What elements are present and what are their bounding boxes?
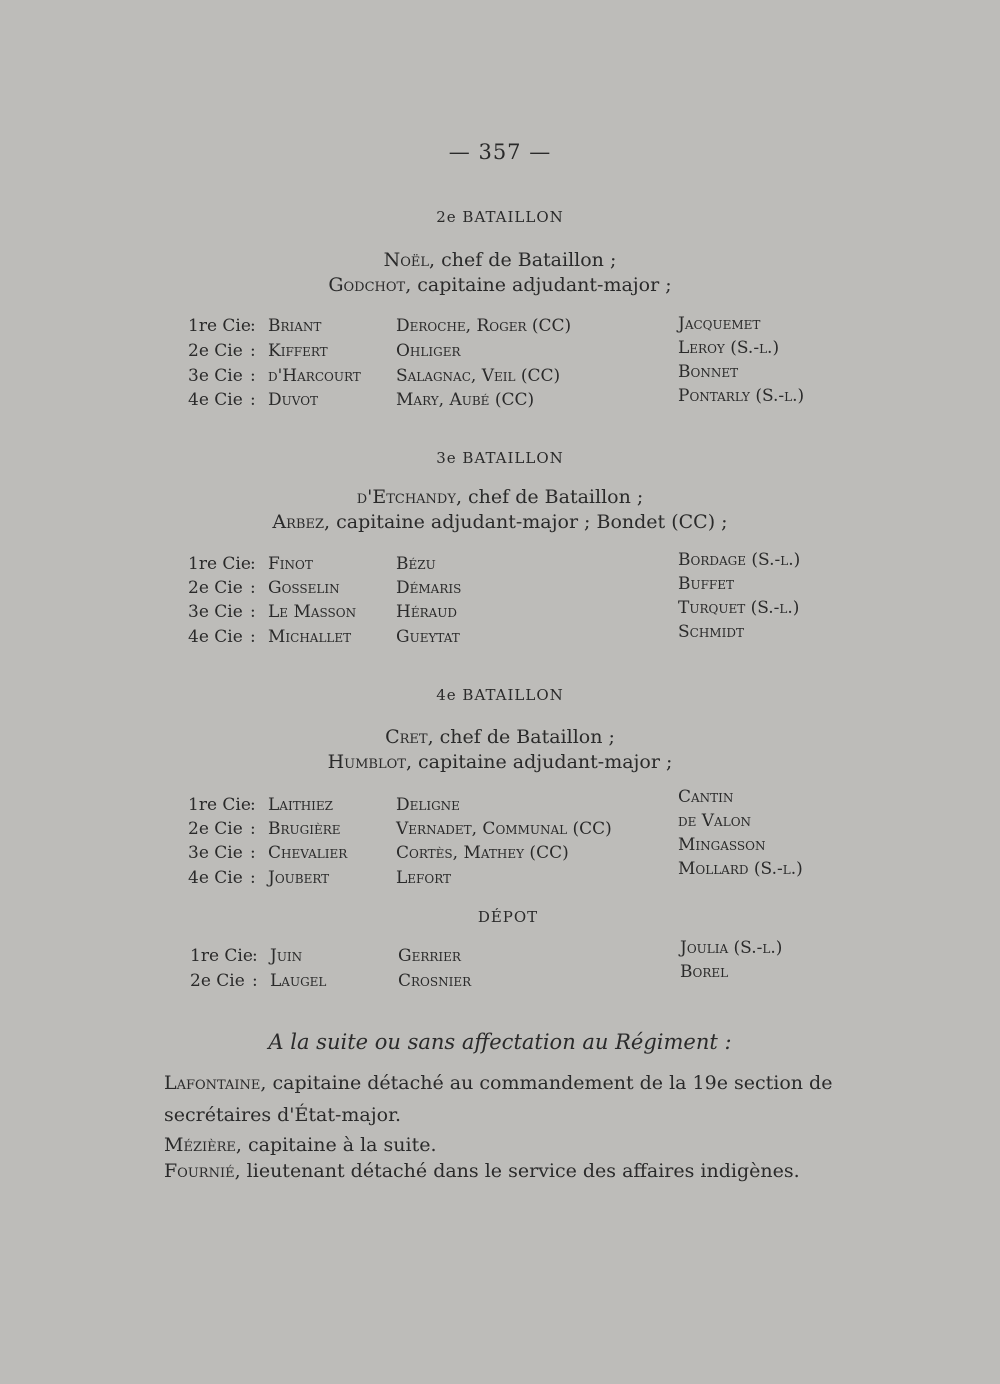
command-line: Arbez, capitaine adjudant-major ; Bondet (CC) ; <box>272 511 728 533</box>
section-title-depot: DÉPOT <box>477 908 539 926</box>
page-number: — 357 — <box>448 140 552 164</box>
suite-heading: A la suite ou sans affectation au Régiment : <box>268 1030 732 1054</box>
command-line: Humblot, capitaine adjudant-major ; <box>327 751 673 773</box>
command-line: Noël, chef de Bataillon ; <box>383 249 617 271</box>
suite-paragraph: Lafontaine, capitaine détaché au commandement de la 19e section de <box>164 1072 833 1094</box>
document-page: — 357 — 2e BATAILLON Noël, chef de Bataillon ; Godchot, capitaine adjudant-major ; 1re Cie : Briant Deroche, Roger (CC) Jacquemet 2e Cie : Kiffert Ohliger Leroy (S.-l.) 3e Cie : d'Harcourt Salagnac, Veil (CC) Bonnet 4e Cie : Duvot Mary, Aubé (CC) Pontarly (S.-l.) 3e BATAILLON d'Etchandy, chef de Bataillon ; Arbez, capitaine adjudant-major ; Bondet (CC) ; 1re Cie : Finot Bézu Bordage (S.-l.) 2e Cie : Gosselin Démaris Buffet 3e Cie : Le Masson Héraud Turquet (S.-l.) 4e Cie : Michallet Gueytat Schmidt 4e BATAILLON Cret, chef de Bataillon ; Humblot, capitaine adjudant-major ; 1re Cie : Laithiez Deligne Cantin 2e Cie : Brugière Vernadet, Communal (CC) de Valon 3e Cie : Chevalier Cortès, Mathey (CC) Mingasson 4e Cie : Joubert Lefort Mollard (S.-l.) DÉPOT 1re Cie : Juin Gerrier Joulia (S.-l.) 2e Cie : Laugel Crosnier Borel A la suite ou sans affectation au Régiment : Lafontaine, capitaine détaché au commandement de la 19e section de secrétaires d'État-major. Mézière, capitaine à la suite. Fournié, lieutenant détaché dans le service des affaires indigènes. <box>0 0 1000 1384</box>
suite-paragraph: Fournié, lieutenant détaché dans le service des affaires indigènes. <box>164 1160 800 1182</box>
command-line: Cret, chef de Bataillon ; <box>385 726 615 748</box>
section-title-4e-bataillon: 4e BATAILLON <box>436 686 564 704</box>
section-title-2e-bataillon: 2e BATAILLON <box>436 208 564 226</box>
suite-paragraph: Mézière, capitaine à la suite. <box>164 1134 437 1156</box>
command-line: Godchot, capitaine adjudant-major ; <box>328 274 672 296</box>
section-title-3e-bataillon: 3e BATAILLON <box>436 449 564 467</box>
command-line: d'Etchandy, chef de Bataillon ; <box>356 486 644 508</box>
suite-paragraph: secrétaires d'État-major. <box>164 1104 402 1126</box>
